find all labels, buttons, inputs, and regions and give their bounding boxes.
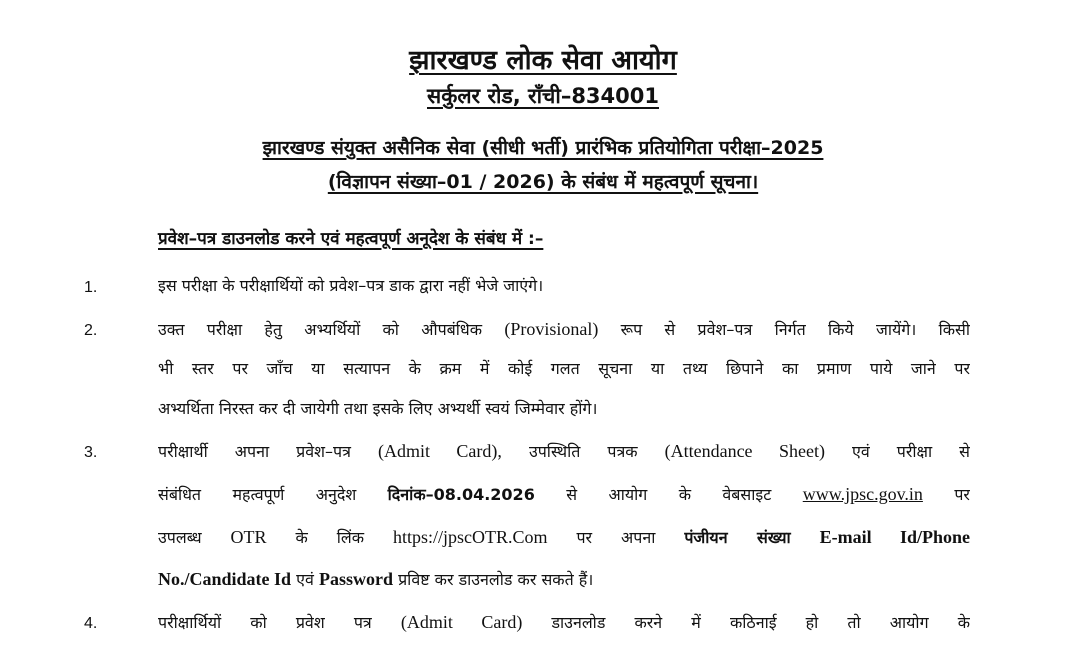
item-text: एवं परीक्षा से	[852, 442, 970, 461]
provisional-term: (Provisional)	[504, 319, 599, 339]
candidate-id-term: No./Candidate Id	[158, 569, 292, 589]
item-number: 1.	[84, 279, 98, 296]
item-text: रूप से प्रवेश–पत्र निर्गत किये जायेंगे। किसी	[620, 320, 970, 339]
item-3-line-3	[158, 524, 970, 550]
otr-term: OTR	[230, 527, 267, 547]
item-text: के लिंक	[295, 528, 365, 547]
item-text: परीक्षार्थियों को प्रवेश पत्र	[158, 613, 372, 632]
notice-title-line2: (विज्ञापन संख्या–01 / 2026) के संबंध में महत्वपूर्ण सूचना।	[327, 171, 759, 193]
item-text: उपलब्ध	[158, 528, 202, 547]
otr-link[interactable]: https://jpscOTR.Com	[392, 527, 548, 547]
item-text: डाउनलोड करने में कठिनाई हो तो आयोग के	[551, 613, 970, 632]
item-text: से आयोग के वेबसाइट	[566, 485, 772, 504]
item-text: भी स्तर पर जाँच या सत्यापन के क्रम में कोई गलत सूचना या तथ्य छिपाने का प्रमाण पाये जाने पर	[158, 359, 970, 378]
item-3-line-2	[158, 481, 970, 507]
item-text: पर	[954, 485, 970, 504]
org-address: सर्कुलर रोड, राँची–834001	[427, 84, 659, 108]
org-name: झारखण्ड लोक सेवा आयोग	[409, 45, 677, 76]
item-text: पर अपना	[576, 528, 656, 547]
item-number: 4.	[84, 615, 98, 632]
item-text: संबंधित महत्वपूर्ण अनुदेश	[158, 485, 357, 504]
section-heading: प्रवेश–पत्र डाउनलोड करने एवं महत्वपूर्ण अनूदेश के संबंध में :–	[158, 229, 544, 249]
instruction-date: दिनांक–08.04.2026	[387, 485, 535, 504]
jpsc-website-link[interactable]: www.jpsc.gov.in	[802, 484, 923, 504]
item-2-line-3	[158, 396, 970, 422]
item-1-line-1	[158, 273, 970, 299]
item-text: एवं	[296, 570, 314, 589]
item-4-line-1	[158, 609, 970, 635]
item-3-line-1	[158, 438, 970, 464]
item-3-line-4	[158, 566, 970, 592]
item-text: प्रविष्ट कर डाउनलोड कर सकते हैं।	[398, 570, 594, 589]
password-term: Password	[318, 569, 393, 589]
item-text: उक्त परीक्षा हेतु अभ्यर्थियों को औपबंधिक	[158, 320, 483, 339]
item-2-line-2	[158, 356, 970, 382]
admit-card-term: (Admit Card),	[377, 441, 502, 461]
item-text: परीक्षार्थी अपना प्रवेश–पत्र	[158, 442, 351, 461]
notice-title-line1: झारखण्ड संयुक्त असैनिक सेवा (सीधी भर्ती) प्रारंभिक प्रतियोगिता परीक्षा–2025	[262, 137, 824, 159]
item-text: अभ्यर्थिता निरस्त कर दी जायेगी तथा इसके लिए अभ्यर्थी स्वयं जिम्मेवार होंगे।	[158, 399, 598, 418]
email-phone-term: E-mail Id/Phone	[819, 527, 970, 547]
admit-card-term: (Admit Card)	[400, 612, 523, 632]
item-2-line-1	[158, 316, 970, 342]
attendance-sheet-term: (Attendance Sheet)	[664, 441, 825, 461]
item-text: उपस्थिति पत्रक	[528, 442, 638, 461]
registration-number-term: पंजीयन संख्या	[684, 528, 791, 547]
item-number: 2.	[84, 322, 98, 339]
item-number: 3.	[84, 444, 98, 461]
item-text: इस परीक्षा के परीक्षार्थियों को प्रवेश–पत्र डाक द्वारा नहीं भेजे जाएंगे।	[158, 276, 544, 295]
